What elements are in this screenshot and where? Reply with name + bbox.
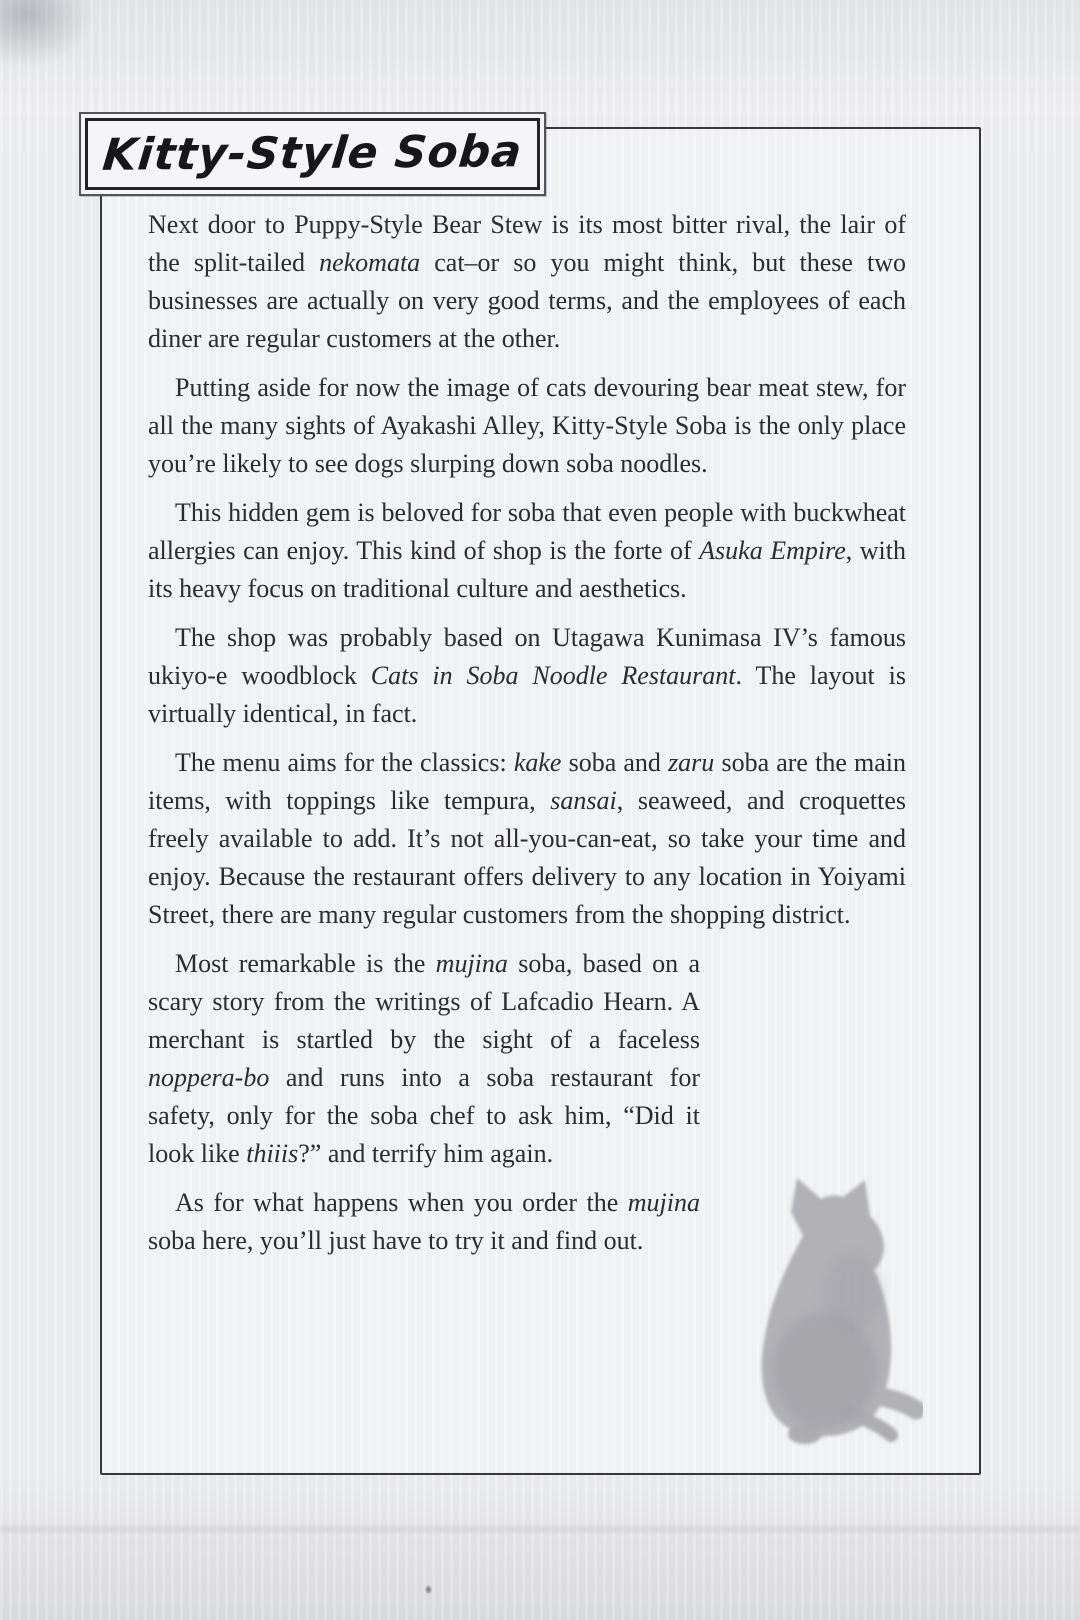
title-inner-border [85, 118, 540, 190]
paragraph: The shop was probably based on Utagawa Kunimasa IV’s famous ukiyo-e woodblock Cats in Soba Noodle Restaurant. The layout is virtually identical, in fact. [148, 623, 907, 728]
paragraph: This hidden gem is beloved for soba that even people with buckwheat allergies can enjoy. This kind of shop is the forte of Asuka Empire, with its heavy focus on traditional culture and aesthetics. [148, 498, 906, 603]
paragraph: Next door to Puppy-Style Bear Stew is its most bitter rival, the lair of the split-tailed nekomata cat–or so you might think, but these two businesses are actually on very good terms, and the employees of each diner are regular customers at the other. [148, 210, 907, 353]
paragraph: The menu aims for the classics: kake soba and zaru soba are the main items, with toppings like tempura, sansai, seaweed, and croquettes freely available to add. It’s not all-you-can-eat, so take your time and enjoy. Because the restaurant offers delivery to any location in Yoiyami Street, there are many regular customers from the shopping district. [148, 748, 906, 929]
title-box [79, 112, 546, 196]
paper-speck [425, 1585, 432, 1594]
paragraph: Most remarkable is the mujina soba, based on a scary story from the writings of Lafcadio Hearn. A merchant is startled by the sight of a faceless noppera-bo and runs into a soba restaurant for safety, only for the soba chef to ask him, “Did it look like thiiis?” and terrify him again. [148, 949, 700, 1168]
cat-silhouette-icon [733, 1172, 923, 1452]
paragraph: As for what happens when you order the mujina soba here, you’ll just have to try it and find out. [148, 1188, 700, 1255]
page-title: Kitty-Style Soba [100, 126, 525, 181]
paragraph: Putting aside for now the image of cats devouring bear meat stew, for all the many sights of Ayakashi Alley, Kitty-Style Soba is the only place you’re likely to see dogs slurping down soba noodles. [148, 373, 906, 478]
paper-texture-line [0, 1524, 1080, 1534]
